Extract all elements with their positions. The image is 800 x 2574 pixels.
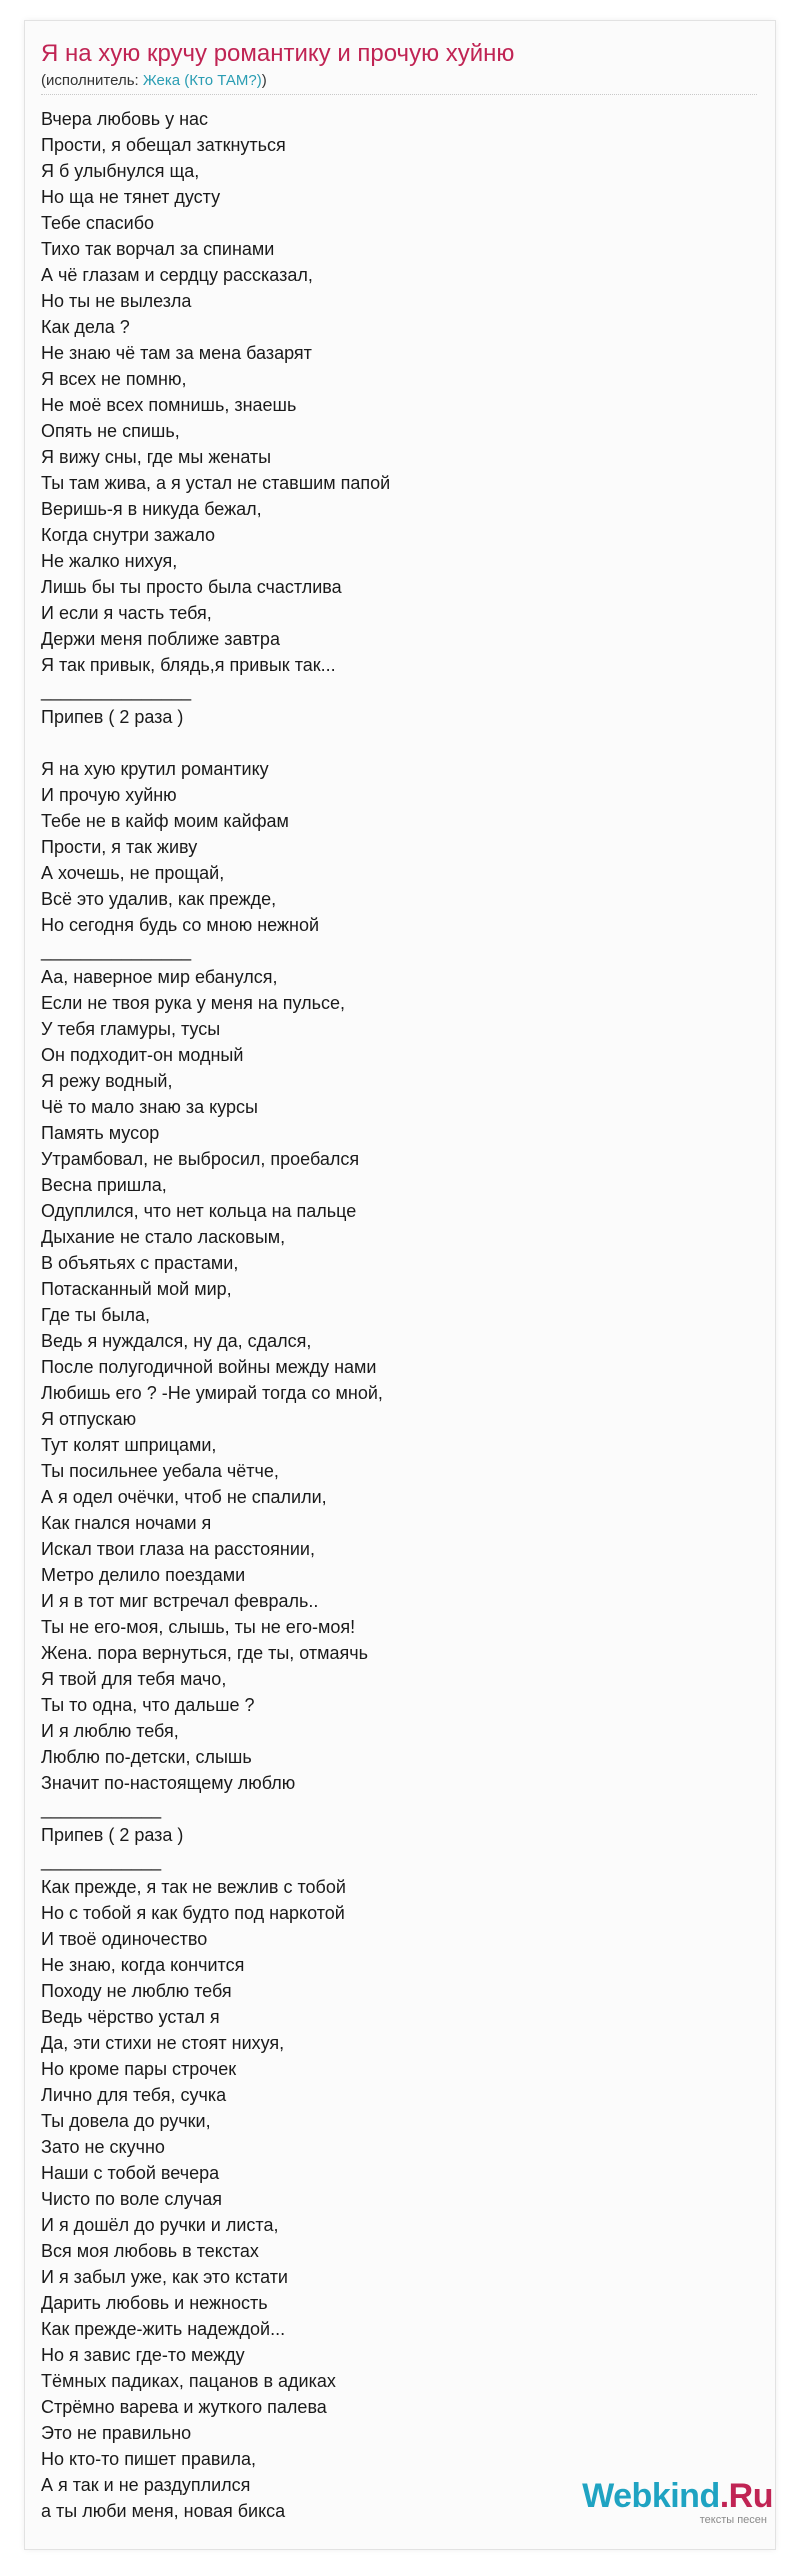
lyric-line: Люблю по-детски, слышь xyxy=(41,1747,252,1767)
lyric-line: Ты не его-моя, слышь, ты не его-моя! xyxy=(41,1617,356,1637)
lyric-line: Чё то мало знаю за курсы xyxy=(41,1097,258,1117)
lyric-line: Это не правильно xyxy=(41,2423,192,2443)
lyric-line: ____________ xyxy=(41,1799,162,1819)
lyric-line: Когда снутри зажало xyxy=(41,525,216,545)
lyric-line: _______________ xyxy=(41,681,192,701)
lyric-line: Не моё всех помнишь, знаешь xyxy=(41,395,297,415)
lyric-line: Но ща не тянет дусту xyxy=(41,187,221,207)
lyric-line: Но я завис где-то между xyxy=(41,2345,245,2365)
lyric-line: Утрамбовал, не выбросил, проебался xyxy=(41,1149,360,1169)
lyric-line: Ты посильнее уебала чётче, xyxy=(41,1461,279,1481)
lyric-line: А чё глазам и сердцу рассказал, xyxy=(41,265,313,285)
lyric-line: Тут колят шприцами, xyxy=(41,1435,217,1455)
lyric-line: Стрёмно варева и жуткого палева xyxy=(41,2397,327,2417)
lyric-line: Тёмных падиках, пацанов в адиках xyxy=(41,2371,336,2391)
lyric-line: Но ты не вылезла xyxy=(41,291,192,311)
lyric-line: Держи меня поближе завтра xyxy=(41,629,280,649)
lyric-line: И я люблю тебя, xyxy=(41,1721,179,1741)
lyric-line: У тебя гламуры, тусы xyxy=(41,1019,221,1039)
lyric-line: Тебе не в кайф моим кайфам xyxy=(41,811,289,831)
lyric-line: И твоё одиночество xyxy=(41,1929,208,1949)
lyric-line: Потасканный мой мир, xyxy=(41,1279,232,1299)
lyric-line: Не знаю чё там за мена базарят xyxy=(41,343,312,363)
lyric-line: Тебе спасибо xyxy=(41,213,155,233)
lyric-line: В объятьях с прастами, xyxy=(41,1253,239,1273)
lyric-line: Память мусор xyxy=(41,1123,160,1143)
lyric-line: Припев ( 2 раза ) xyxy=(41,1825,184,1845)
lyric-line: а ты люби меня, новая бикса xyxy=(41,2501,286,2521)
lyric-line: Я режу водный, xyxy=(41,1071,173,1091)
lyric-line: Тихо так ворчал за спинами xyxy=(41,239,275,259)
lyric-line: Жена. пора вернуться, где ты, отмаячь xyxy=(41,1643,369,1663)
lyric-line: И я забыл уже, как это кстати xyxy=(41,2267,288,2287)
lyric-line: Не знаю, когда кончится xyxy=(41,1955,245,1975)
lyric-line: Если не твоя рука у меня на пульсе, xyxy=(41,993,346,1013)
artist-line xyxy=(41,72,267,89)
lyric-line: Где ты была, xyxy=(41,1305,151,1325)
lyric-line: Веришь-я в никуда бежал, xyxy=(41,499,262,519)
lyric-line: Походу не люблю тебя xyxy=(41,1981,232,2001)
lyric-line: Я твой для тебя мачо, xyxy=(41,1669,227,1689)
lyric-line: Опять не спишь, xyxy=(41,421,180,441)
logo-tagline: тексты песен xyxy=(699,2514,767,2526)
lyric-line: Да, эти стихи не стоят нихуя, xyxy=(41,2033,285,2053)
lyric-line: Ты довела до ручки, xyxy=(41,2111,211,2131)
lyric-line: Я всех не помню, xyxy=(41,369,187,389)
lyric-line: Аа, наверное мир ебанулся, xyxy=(41,967,278,987)
lyric-line: Любишь его ? -Не умирай тогда со мной, xyxy=(41,1383,383,1403)
lyric-line: Всё это удалив, как прежде, xyxy=(41,889,277,909)
lyric-line: Он подходит-он модный xyxy=(41,1045,244,1065)
lyric-line: И я дошёл до ручки и листа, xyxy=(41,2215,279,2235)
lyric-line: Ведь чёрство устал я xyxy=(41,2007,220,2027)
lyric-line: И прочую хуйню xyxy=(41,785,177,805)
lyric-line: Как прежде-жить надеждой... xyxy=(41,2319,286,2339)
lyric-line: Вчера любовь у нас xyxy=(41,109,209,129)
lyric-line: И я в тот миг встречал февраль.. xyxy=(41,1591,319,1611)
lyric-line: Я на хую крутил романтику xyxy=(41,759,269,779)
lyric-line: Зато не скучно xyxy=(41,2137,165,2157)
lyric-line: Как прежде, я так не вежлив с тобой xyxy=(41,1877,346,1897)
lyric-line: Но кто-то пишет правила, xyxy=(41,2449,256,2469)
lyric-line: Припев ( 2 раза ) xyxy=(41,707,184,727)
lyric-line: Значит по-настоящему люблю xyxy=(41,1773,296,1793)
lyric-line xyxy=(41,730,741,756)
webkind-logo[interactable] xyxy=(582,2478,773,2526)
lyric-line: После полугодичной войны между нами xyxy=(41,1357,377,1377)
title-divider xyxy=(41,94,757,95)
lyric-line: Искал твои глаза на расстоянии, xyxy=(41,1539,315,1559)
lyric-line: Метро делило поездами xyxy=(41,1565,246,1585)
lyric-line: Ведь я нуждался, ну да, сдался, xyxy=(41,1331,312,1351)
lyric-line: _______________ xyxy=(41,941,192,961)
lyric-line: Чисто по воле случая xyxy=(41,2189,222,2209)
lyric-line: ____________ xyxy=(41,1851,162,1871)
lyric-line: Лишь бы ты просто была счастлива xyxy=(41,577,342,597)
lyric-line: Как дела ? xyxy=(41,317,130,337)
artist-link[interactable]: Жека (Кто ТАМ?) xyxy=(142,72,262,89)
lyrics-text xyxy=(41,106,741,2524)
lyric-line: И если я часть тебя, xyxy=(41,603,212,623)
logo-wordmark xyxy=(582,2478,773,2514)
logo-main-text: Webkind xyxy=(582,2477,720,2515)
lyric-line: Но сегодня будь со мною нежной xyxy=(41,915,320,935)
lyric-line: Дыхание не стало ласковым, xyxy=(41,1227,286,1247)
lyric-line: Я б улыбнулся ща, xyxy=(41,161,200,181)
lyric-line: Наши с тобой вечера xyxy=(41,2163,220,2183)
logo-tld-text: .Ru xyxy=(719,2477,773,2515)
lyric-line: Дарить любовь и нежность xyxy=(41,2293,268,2313)
lyric-line: Ты там жива, а я устал не ставшим папой xyxy=(41,473,391,493)
lyric-line: Лично для тебя, сучка xyxy=(41,2085,227,2105)
lyric-line: Весна пришла, xyxy=(41,1175,167,1195)
lyric-line: Я так привык, блядь,я привык так... xyxy=(41,655,336,675)
artist-suffix: ) xyxy=(261,72,267,89)
lyric-line: А я так и не раздуплился xyxy=(41,2475,251,2495)
lyric-line: Одуплился, что нет кольца на пальце xyxy=(41,1201,357,1221)
lyric-line: Но с тобой я как будто под наркотой xyxy=(41,1903,345,1923)
lyric-line: Ты то одна, что дальше ? xyxy=(41,1695,255,1715)
lyric-line: Прости, я так живу xyxy=(41,837,198,857)
artist-prefix: (исполнитель: xyxy=(41,72,143,89)
lyric-line: Как гнался ночами я xyxy=(41,1513,212,1533)
lyric-line: Вся моя любовь в текстах xyxy=(41,2241,259,2261)
lyric-line: Я отпускаю xyxy=(41,1409,137,1429)
lyric-line: Но кроме пары строчек xyxy=(41,2059,237,2079)
song-title: Я на хую кручу романтику и прочую хуйню xyxy=(41,40,515,67)
lyric-line: А хочешь, не прощай, xyxy=(41,863,225,883)
lyric-line: А я одел очёчки, чтоб не спалили, xyxy=(41,1487,327,1507)
lyric-line: Прости, я обещал заткнуться xyxy=(41,135,286,155)
lyric-line: Не жалко нихуя, xyxy=(41,551,178,571)
lyric-line: Я вижу сны, где мы женаты xyxy=(41,447,272,467)
